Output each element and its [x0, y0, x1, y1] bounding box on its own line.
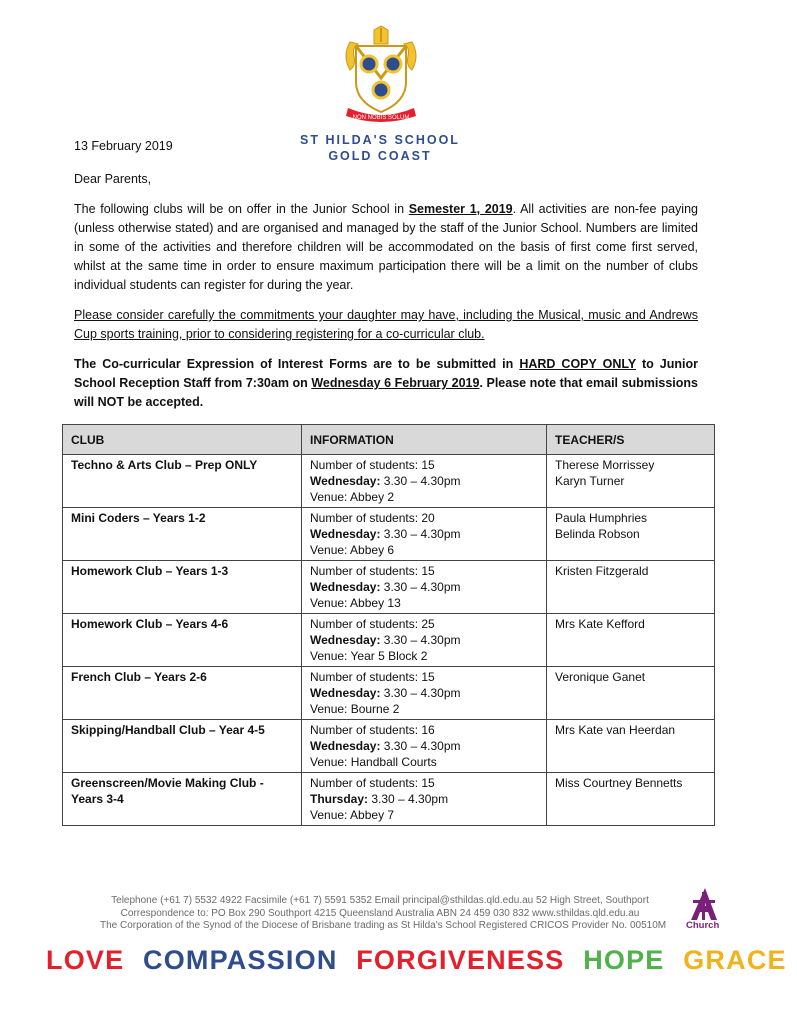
intro-text-a: The following clubs will be on offer in the Junior School in: [74, 202, 409, 216]
student-count: Number of students: 16: [310, 723, 435, 737]
clubs-table: [62, 424, 715, 826]
deadline-date-highlight: Wednesday 6 February 2019: [311, 376, 480, 390]
semester-highlight: Semester 1, 2019: [408, 202, 513, 216]
submission-paragraph: [74, 355, 698, 412]
commitments-paragraph: Please consider carefully the commitments your daughter may have, including the Musical, music and Andrews Cup sports training, prior to considering registering for a co-curricular club.: [74, 308, 698, 341]
table-row: [63, 773, 715, 826]
submission-text-c: to Junior School Reception Staff from 7:30am on: [74, 357, 698, 390]
club-name: Mini Coders – Years 1-2: [63, 508, 302, 561]
schedule: [310, 579, 538, 595]
value-hope: HOPE: [583, 945, 665, 975]
table-body: [63, 455, 715, 826]
school-name-line1: ST HILDA'S SCHOOL: [300, 133, 460, 147]
schedule: [310, 738, 538, 754]
crest-motto: NON NOBIS SOLUM: [352, 115, 410, 121]
student-count: Number of students: 25: [310, 617, 435, 631]
club-name: French Club – Years 2-6: [63, 667, 302, 720]
venue: Venue: Year 5 Block 2: [310, 649, 428, 663]
schedule-day: Wednesday:: [310, 686, 381, 700]
student-count: Number of students: 15: [310, 670, 435, 684]
schedule-time: 3.30 – 4.30pm: [380, 580, 461, 594]
teacher-name: Paula Humphries: [555, 511, 648, 525]
church-label: Church: [686, 920, 720, 931]
venue: Venue: Bourne 2: [310, 702, 400, 716]
club-name: Techno & Arts Club – Prep ONLY: [63, 455, 302, 508]
student-count: Number of students: 15: [310, 458, 435, 472]
intro-paragraph: [74, 200, 698, 295]
header-information: INFORMATION: [302, 425, 547, 455]
club-info: [302, 455, 547, 508]
venue: Venue: Abbey 2: [310, 490, 395, 504]
schedule: [310, 791, 538, 807]
schedule-day: Wednesday:: [310, 633, 381, 647]
schedule-day: Thursday:: [310, 792, 369, 806]
hard-copy-highlight: HARD COPY ONLY: [519, 357, 636, 371]
teacher-name: Mrs Kate Kefford: [555, 617, 645, 631]
club-name: Skipping/Handball Club – Year 4-5: [63, 720, 302, 773]
school-values-banner: [46, 945, 787, 976]
teachers: [547, 667, 715, 720]
student-count: Number of students: 15: [310, 776, 435, 790]
teacher-name: Therese Morrissey: [555, 458, 655, 472]
schedule-time: 3.30 – 4.30pm: [380, 686, 461, 700]
teachers: [547, 773, 715, 826]
teacher-name: Belinda Robson: [555, 527, 640, 541]
venue: Venue: Abbey 6: [310, 543, 395, 557]
schedule-time: 3.30 – 4.30pm: [368, 792, 449, 806]
table-row: [63, 455, 715, 508]
schedule-time: 3.30 – 4.30pm: [380, 739, 461, 753]
schedule: [310, 526, 538, 542]
table-row: [63, 720, 715, 773]
table-header-row: [63, 425, 715, 455]
header-club: CLUB: [63, 425, 302, 455]
header-teachers: TEACHER/S: [547, 425, 715, 455]
schedule-day: Wednesday:: [310, 474, 381, 488]
school-name: [300, 132, 460, 164]
schedule-day: Wednesday:: [310, 580, 381, 594]
schedule-day: Wednesday:: [310, 739, 381, 753]
teacher-name: Kristen Fitzgerald: [555, 564, 649, 578]
venue: Venue: Handball Courts: [310, 755, 437, 769]
intro-text-c: . All activities are non-fee paying (unless otherwise stated) and are organised and managed by the staff of the Junior School. Numbers are limited in some of the activities and therefore children will be accommodated on the basis of first come first served, whilst at the same time in order to ensure maximum participation there will be a limit on the number of clubs individual students can register for during the year.: [74, 202, 698, 292]
teachers: [547, 720, 715, 773]
salutation: Dear Parents,: [74, 172, 152, 186]
club-info: [302, 561, 547, 614]
table-row: [63, 667, 715, 720]
table-row: [63, 561, 715, 614]
footer-line2: Correspondence to: PO Box 290 Southport 4215 Queensland Australia ABN 24 459 030 832 www.sthildas.qld.edu.au: [120, 907, 640, 919]
value-grace: GRACE: [683, 945, 787, 975]
venue: Venue: Abbey 7: [310, 808, 395, 822]
school-name-line2: GOLD COAST: [328, 149, 432, 163]
club-name: Greenscreen/Movie Making Club - Years 3-4: [63, 773, 302, 826]
footer-line3: The Corporation of the Synod of the Diocese of Brisbane trading as St Hilda's School Registered CRICOS Provider No. 00510M: [100, 920, 667, 931]
club-name: Homework Club – Years 1-3: [63, 561, 302, 614]
club-info: [302, 720, 547, 773]
schedule: [310, 685, 538, 701]
club-name: Homework Club – Years 4-6: [63, 614, 302, 667]
footer-contact: [100, 895, 667, 933]
teacher-name: Veronique Ganet: [555, 670, 646, 684]
schedule-time: 3.30 – 4.30pm: [380, 633, 461, 647]
teachers: [547, 614, 715, 667]
club-info: [302, 508, 547, 561]
schedule-time: 3.30 – 4.30pm: [380, 474, 461, 488]
submission-text-a: The Co-curricular Expression of Interest Forms are to be submitted in: [74, 357, 520, 371]
teacher-name: Karyn Turner: [555, 474, 625, 488]
school-crest-logo: [336, 26, 426, 126]
value-love: LOVE: [46, 945, 125, 975]
letter-date: 13 February 2019: [74, 139, 173, 153]
club-info: [302, 667, 547, 720]
value-forgiveness: FORGIVENESS: [356, 945, 565, 975]
submission-text-e: . Please note that email submissions will NOT be accepted.: [74, 376, 698, 409]
table-row: [63, 614, 715, 667]
value-compassion: COMPASSION: [143, 945, 338, 975]
table-row: [63, 508, 715, 561]
schedule: [310, 632, 538, 648]
club-info: [302, 614, 547, 667]
teachers: [547, 561, 715, 614]
student-count: Number of students: 20: [310, 511, 435, 525]
schedule: [310, 473, 538, 489]
footer-line1: Telephone (+61 7) 5532 4922 Facsimile (+61 7) 5591 5352 Email principal@sthildas.qld.edu.au 52 High Street, Southport: [111, 895, 649, 906]
venue: Venue: Abbey 13: [310, 596, 401, 610]
student-count: Number of students: 15: [310, 564, 435, 578]
schedule-day: Wednesday:: [310, 527, 381, 541]
teachers: [547, 455, 715, 508]
club-info: [302, 773, 547, 826]
teacher-name: Mrs Kate van Heerdan: [555, 723, 676, 737]
teacher-name: Miss Courtney Bennetts: [555, 776, 683, 790]
schedule-time: 3.30 – 4.30pm: [380, 527, 461, 541]
teachers: [547, 508, 715, 561]
